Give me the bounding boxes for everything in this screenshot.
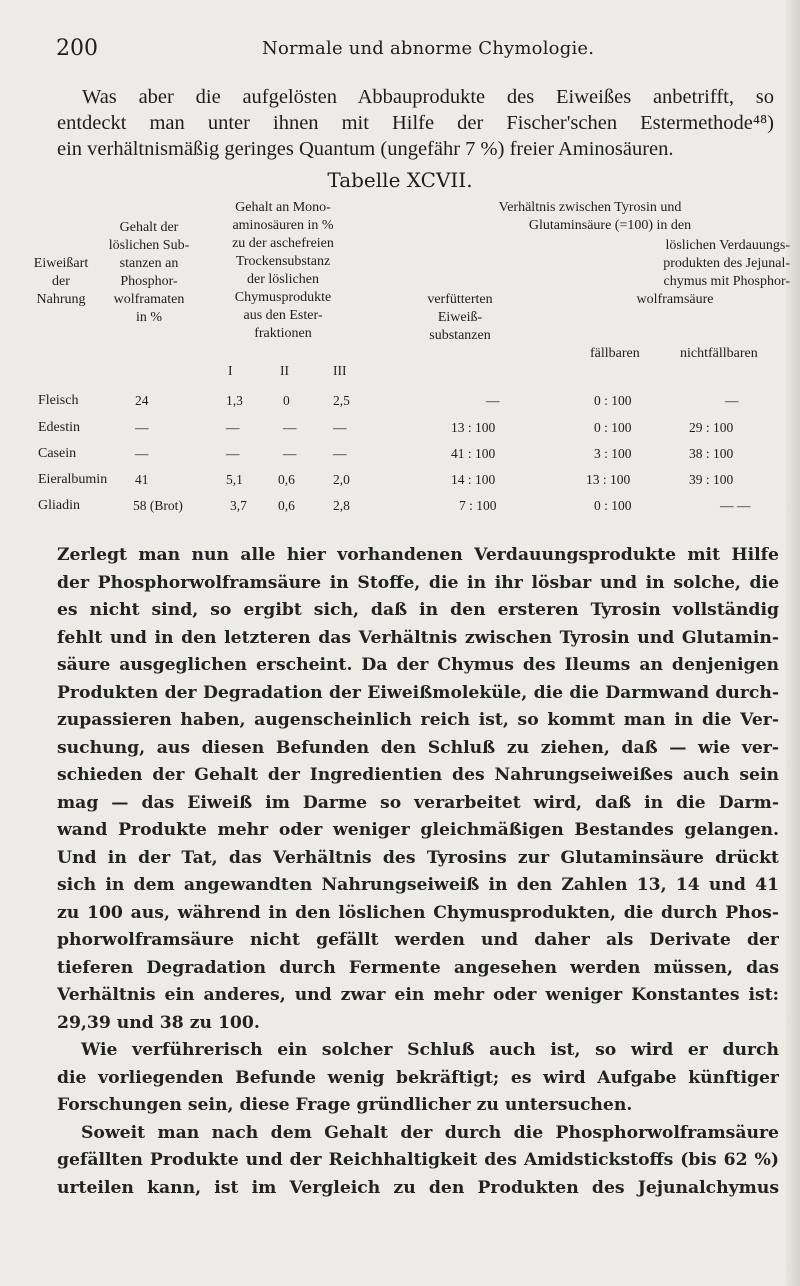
header-col-monoaminosaeuren: [198, 199, 368, 343]
page-number: 200: [56, 36, 98, 61]
cell-fed: 13 : 100: [451, 420, 496, 435]
body-line: Verhältnis ein anderes, und zwar ein mehr oder weniger Konstantes ist:: [57, 985, 779, 1005]
row-label: Eieralbumin: [38, 472, 108, 487]
body-line: zupassieren haben, augenscheinlich reich ist, so kommt man in die Ver-: [57, 710, 779, 730]
cell-faellbar: 13 : 100: [586, 472, 631, 487]
body-line: mag — das Eiweiß im Darme so verarbeitet wird, daß in die Darm-: [57, 792, 779, 813]
cell-iii: —: [333, 446, 347, 461]
running-title: Normale und abnorme Chymologie.: [262, 38, 595, 59]
page-header: [56, 36, 776, 62]
header-text: wolframaten: [113, 292, 185, 307]
cell-faellbar: 0 : 100: [594, 498, 632, 513]
header-text: zu der aschefreien: [232, 236, 334, 251]
table-caption: Tabelle XCVII.: [327, 168, 473, 192]
header-text: wolframsäure: [636, 292, 714, 307]
body-line: der Phosphorwolframsäure in Stoffe, die in ihr lösbar und in solche, die: [57, 572, 779, 593]
cell-iii: —: [333, 420, 347, 435]
row-label: Edestin: [38, 420, 80, 435]
row-label: Casein: [38, 446, 77, 461]
header-fraction-iii: III: [333, 363, 347, 378]
cell-ii: —: [283, 446, 297, 461]
cell-i: 5,1: [226, 472, 243, 487]
body-line: urteilen kann, ist im Vergleich zu den Produkten des Jejunalchymus: [57, 1177, 779, 1198]
header-col-verfuetterten: [395, 291, 525, 345]
cell-i: 1,3: [226, 393, 243, 408]
intro-line: entdeckt man unter ihnen mit Hilfe der Fischer'schen Estermethode⁴⁸): [57, 112, 774, 134]
body-line: Soweit man nach dem Gehalt der durch die Phosphorwolframsäure: [81, 1122, 779, 1143]
header-text: Gehalt der: [119, 220, 179, 235]
cell-pw: —: [135, 420, 149, 435]
cell-ii: 0,6: [278, 498, 295, 513]
header-text: Eiweiß-: [437, 310, 483, 325]
body-line: Und in der Tat, das Verhältnis des Tyrosins zur Glutaminsäure drückt: [57, 847, 779, 868]
body-line: wand Produkte mehr oder weniger gleichmäßigen Bestandes gelangen.: [57, 820, 779, 840]
cell-faellbar: 0 : 100: [594, 420, 632, 435]
page-edge: [786, 0, 800, 1286]
row-label: Fleisch: [38, 393, 79, 408]
body-line: fehlt und in den letzteren das Verhältnis zwischen Tyrosin und Glutamin-: [57, 627, 779, 648]
cell-i: —: [226, 446, 240, 461]
cell-nichtfaellbar: 39 : 100: [689, 472, 734, 487]
cell-ii: 0,6: [278, 472, 295, 487]
header-text: Eiweißart: [33, 256, 89, 271]
header-col-verhaeltnis: [400, 199, 780, 235]
header-col-eiweissart: [28, 255, 94, 309]
header-text: löslichen Verdauungs-: [665, 238, 790, 253]
header-text: fraktionen: [254, 326, 312, 341]
cell-pw: 58 (Brot): [133, 498, 183, 513]
header-nichtfaellbaren: nichtfällbaren: [680, 346, 758, 361]
header-text: Chymusprodukte: [234, 290, 332, 305]
header-fraction-ii: II: [280, 363, 289, 378]
header-text: aus den Ester-: [243, 308, 323, 323]
body-line: sich in dem angewandten Nahrungseiweiß in den Zahlen 13, 14 und 41: [57, 875, 779, 895]
cell-iii: 2,0: [333, 472, 350, 487]
body-line: Produkten der Degradation der Eiweißmoleküle, die die Darmwand durch-: [57, 682, 779, 703]
header-text: chymus mit Phosphor-: [663, 274, 790, 289]
header-col-phosphorwolframaten: [95, 219, 203, 327]
cell-fed: —: [486, 393, 500, 408]
cell-nichtfaellbar: 29 : 100: [689, 420, 734, 435]
body-line: zu 100 aus, während in den löslichen Chymusprodukten, die durch Phos-: [57, 902, 779, 923]
header-text: aminosäuren in %: [232, 218, 334, 233]
cell-iii: 2,8: [333, 498, 350, 513]
body-line: säure ausgeglichen erscheint. Da der Chymus des Ileums an denjenigen: [57, 655, 779, 675]
header-text: löslichen Sub-: [108, 238, 190, 253]
cell-pw: 41: [135, 472, 149, 487]
header-text: Glutaminsäure (=100) in den: [528, 218, 692, 233]
body-line: tieferen Degradation durch Fermente angesehen werden müssen, das: [57, 957, 779, 978]
header-text: produkten des Jejunal-: [663, 256, 790, 271]
body-line: phorwolframsäure nicht gefällt werden und daher als Derivate der: [57, 930, 779, 950]
body-line: Forschungen sein, diese Frage gründlicher zu untersuchen.: [57, 1095, 633, 1115]
cell-faellbar: 0 : 100: [594, 393, 632, 408]
row-label: Gliadin: [38, 498, 80, 513]
header-text: Phosphor-: [120, 274, 178, 289]
intro-paragraph: [57, 84, 774, 162]
header-text: substanzen: [429, 328, 491, 343]
body-line: 29,39 und 38 zu 100.: [57, 1012, 260, 1033]
cell-fed: 7 : 100: [459, 498, 497, 513]
cell-pw: —: [135, 446, 149, 461]
header-col-loeslichen: [560, 237, 790, 309]
body-line: schieden der Gehalt der Ingredientien des Nahrungseiweißes auch sein: [57, 765, 779, 785]
header-text: Trockensubstanz: [235, 254, 331, 269]
cell-nichtfaellbar: — —: [720, 498, 751, 513]
cell-iii: 2,5: [333, 393, 350, 408]
cell-ii: —: [283, 420, 297, 435]
header-fraction-i: I: [228, 363, 233, 378]
cell-nichtfaellbar: 38 : 100: [689, 446, 734, 461]
header-text: Gehalt an Mono-: [235, 200, 331, 215]
body-line: gefällten Produkte und der Reichhaltigkeit des Amidstickstoffs (bis 62 %): [57, 1150, 779, 1170]
cell-ii: 0: [283, 393, 290, 408]
header-faellbaren: fällbaren: [590, 346, 640, 361]
body-line: die vorliegenden Befunde wenig bekräftigt; es wird Aufgabe künftiger: [57, 1067, 779, 1088]
body-text: [57, 542, 779, 1202]
body-line: Zerlegt man nun alle hier vorhandenen Verdauungsprodukte mit Hilfe: [57, 545, 779, 565]
cell-i: —: [226, 420, 240, 435]
cell-nichtfaellbar: —: [725, 393, 739, 408]
header-text: verfütterten: [427, 292, 493, 307]
cell-i: 3,7: [230, 498, 247, 513]
intro-line: Was aber die aufgelösten Abbauprodukte des Eiweißes anbetrifft, so: [82, 86, 774, 108]
intro-line: ein verhältnismäßig geringes Quantum (ungefähr 7 %) freier Aminosäuren.: [57, 138, 674, 160]
cell-pw: 24: [135, 393, 149, 408]
cell-fed: 41 : 100: [451, 446, 496, 461]
body-line: suchung, aus diesen Befunden den Schluß zu ziehen, daß — wie ver-: [57, 737, 779, 758]
body-line: es nicht sind, so ergibt sich, daß in den ersteren Tyrosin vollständig: [57, 600, 779, 620]
header-text: der: [52, 274, 70, 289]
body-line: Wie verführerisch ein solcher Schluß auch ist, so wird er durch: [81, 1040, 779, 1060]
header-text: in %: [135, 310, 163, 325]
cell-faellbar: 3 : 100: [594, 446, 632, 461]
header-text: Verhältnis zwischen Tyrosin und: [498, 200, 682, 215]
cell-fed: 14 : 100: [451, 472, 496, 487]
header-text: stanzen an: [119, 256, 179, 271]
header-text: Nahrung: [36, 292, 86, 307]
header-text: der löslichen: [247, 272, 319, 287]
